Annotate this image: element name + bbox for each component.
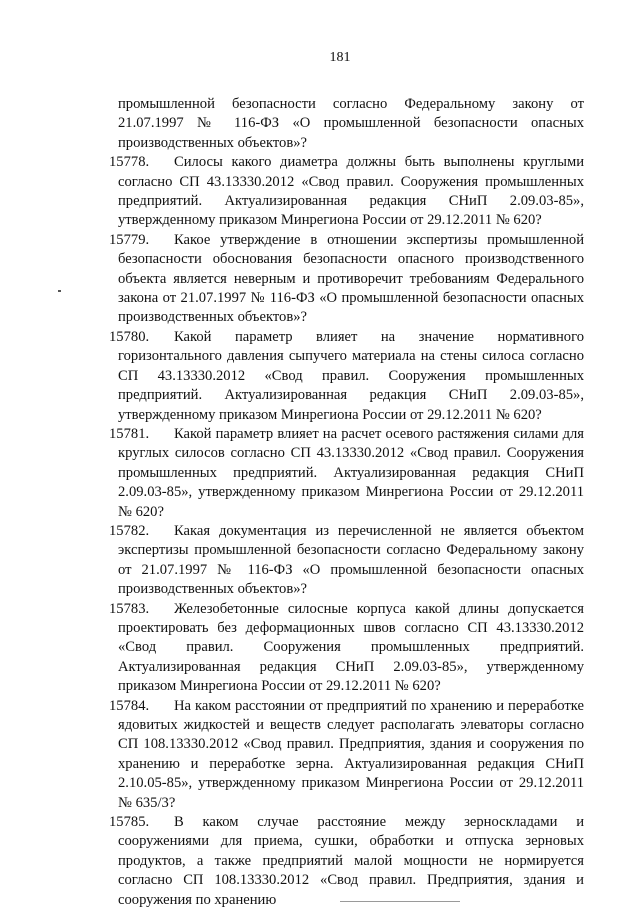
question-item — [109, 600, 584, 697]
question-text: Какое утверждение в отношении экспертизы промышленной безопасности обоснования безопасности опасного производственного объекта является неверным и противоречит требованиям Федерального закона от 21.07.1997 № 116-ФЗ «О промышленной безопасности опасных производственных объектов»? — [118, 231, 584, 326]
scan-edge-line — [340, 901, 460, 902]
question-item — [109, 697, 584, 813]
question-item — [109, 522, 584, 600]
question-text: Какой параметр влияет на значение нормативного горизонтального давления сыпучего материала на стены силоса согласно СП 43.13330.2012 «Свод правил. Сооружения промышленных предприятий. Актуализированная редакция СНиП 2.09.03-85», утвержденному приказом Минрегиона России от 29.12.2011 № 620? — [118, 328, 584, 423]
question-number: 15779. — [109, 231, 150, 248]
question-item — [109, 328, 584, 425]
question-number: 15784. — [109, 697, 150, 714]
question-item — [109, 231, 584, 328]
continuation-paragraph — [118, 95, 584, 153]
question-text: В каком случае расстояние между зерноскладами и сооружениями для приема, сушки, обработки и отпуска зерновых продуктов, а также предприятий малой мощности не нормируется согласно СП 108.13330.2012 «Свод правил. Предприятия, здания и сооружения по хранению — [118, 814, 584, 908]
question-number: 15782. — [109, 522, 150, 539]
document-body — [109, 95, 584, 910]
question-text: Железобетонные силосные корпуса какой длины допускается проектировать без деформационных швов согласно СП 43.13330.2012 «Свод правил. Сооружения промышленных предприятий. Актуализированная редакция СНиП 2.09.03-85», утвержденному приказом Минрегиона России от 29.12.2011 № 620? — [118, 600, 584, 695]
scan-mark — [58, 290, 61, 292]
question-number: 15781. — [109, 425, 150, 442]
question-number: 15783. — [109, 600, 150, 617]
question-text: Какая документация из перечисленной не является объектом экспертизы промышленной безопасности согласно Федеральному закону от 21.07.1997 № 116-ФЗ «О промышленной безопасности опасных производственных объектов»? — [118, 522, 584, 598]
question-text: На каком расстоянии от предприятий по хранению и переработке ядовитых жидкостей и веществ следует располагать элеваторы согласно СП 108.13330.2012 «Свод правил. Предприятия, здания и сооружения по хранению и переработке зерна. Актуализированная редакция СНиП 2.10.05-85», утвержденному приказом Минрегиона России от 29.12.2011 № 635/3? — [118, 697, 584, 811]
question-item — [109, 813, 584, 910]
question-text: Силосы какого диаметра должны быть выполнены круглыми согласно СП 43.13330.2012 «Свод правил. Сооружения промышленных предприятий. Актуализированная редакция СНиП 2.09.03-85», утвержденному приказом Минрегиона России от 29.12.2011 № 620? — [118, 154, 584, 229]
question-number: 15785. — [109, 814, 150, 831]
continuation-text: промышленной безопасности согласно Федеральному закону от 21.07.1997 № 116-ФЗ «О промышленной безопасности опасных производственных объектов»? — [118, 96, 584, 151]
question-number: 15778. — [109, 154, 150, 171]
question-item — [109, 425, 584, 522]
question-text: Какой параметр влияет на расчет осевого растяжения силами для круглых силосов согласно СП 43.13330.2012 «Свод правил. Сооружения промышленных предприятий. Актуализированная редакция СНиП 2.09.03-85», утвержденному приказом Минрегиона России от 29.12.2011 № 620? — [118, 425, 584, 520]
question-number: 15780. — [109, 328, 150, 345]
page-number: 181 — [329, 50, 351, 65]
question-item — [109, 153, 584, 231]
